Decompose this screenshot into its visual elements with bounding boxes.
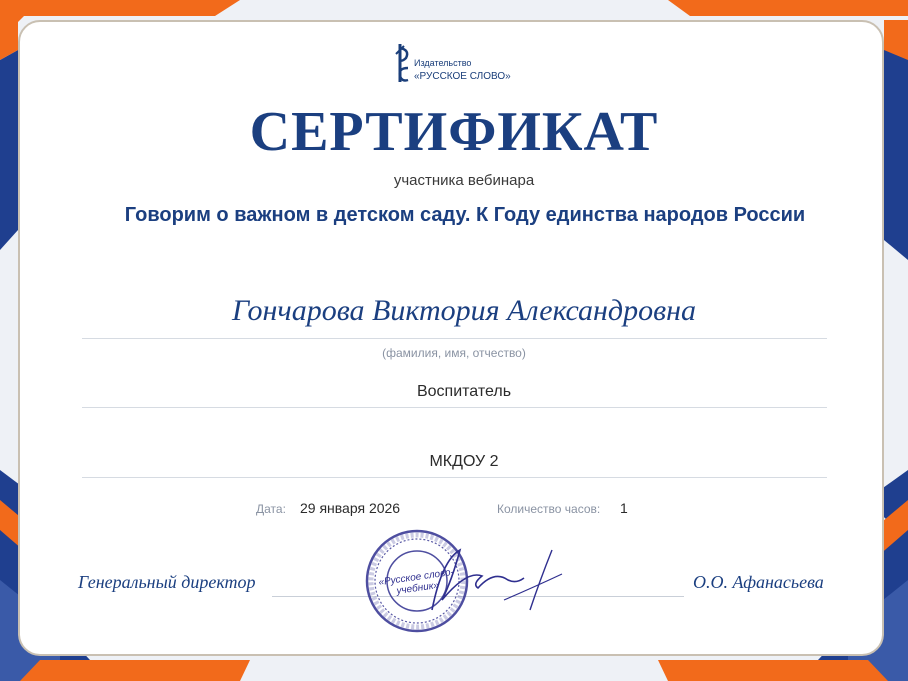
- participant-name: Гончарова Виктория Александровна: [232, 294, 696, 327]
- signatory-name: О.О. Афанасьева: [693, 572, 824, 592]
- stamp-center-text: «Русское слово-учебник»: [377, 566, 455, 597]
- publisher-label: Издательство: [414, 58, 472, 68]
- signatory-role: Генеральный директор: [78, 572, 256, 592]
- webinar-title: Говорим о важном в детском саду. К Году единства народов России: [124, 204, 806, 226]
- publisher-emblem-icon: [392, 42, 412, 86]
- participant-organization: МКДОУ 2: [429, 453, 499, 470]
- name-caption: (фамилия, имя, отчество): [382, 346, 526, 360]
- publisher-logo: [392, 42, 532, 86]
- name-underline: [82, 338, 827, 339]
- date-value: 29 января 2026: [300, 500, 401, 516]
- publisher-name: «РУССКОЕ СЛОВО»: [414, 71, 511, 82]
- participant-position: Воспитатель: [416, 383, 512, 400]
- hours-label: Количество часов:: [497, 502, 601, 516]
- certificate-subtitle: участника вебинара: [393, 172, 535, 189]
- hours-value: 1: [620, 500, 628, 516]
- handwritten-signature: [412, 540, 572, 620]
- date-label: Дата:: [256, 502, 286, 516]
- certificate-title: СЕРТИФИКАТ: [249, 101, 659, 163]
- position-underline: [82, 407, 827, 408]
- organization-underline: [82, 477, 827, 478]
